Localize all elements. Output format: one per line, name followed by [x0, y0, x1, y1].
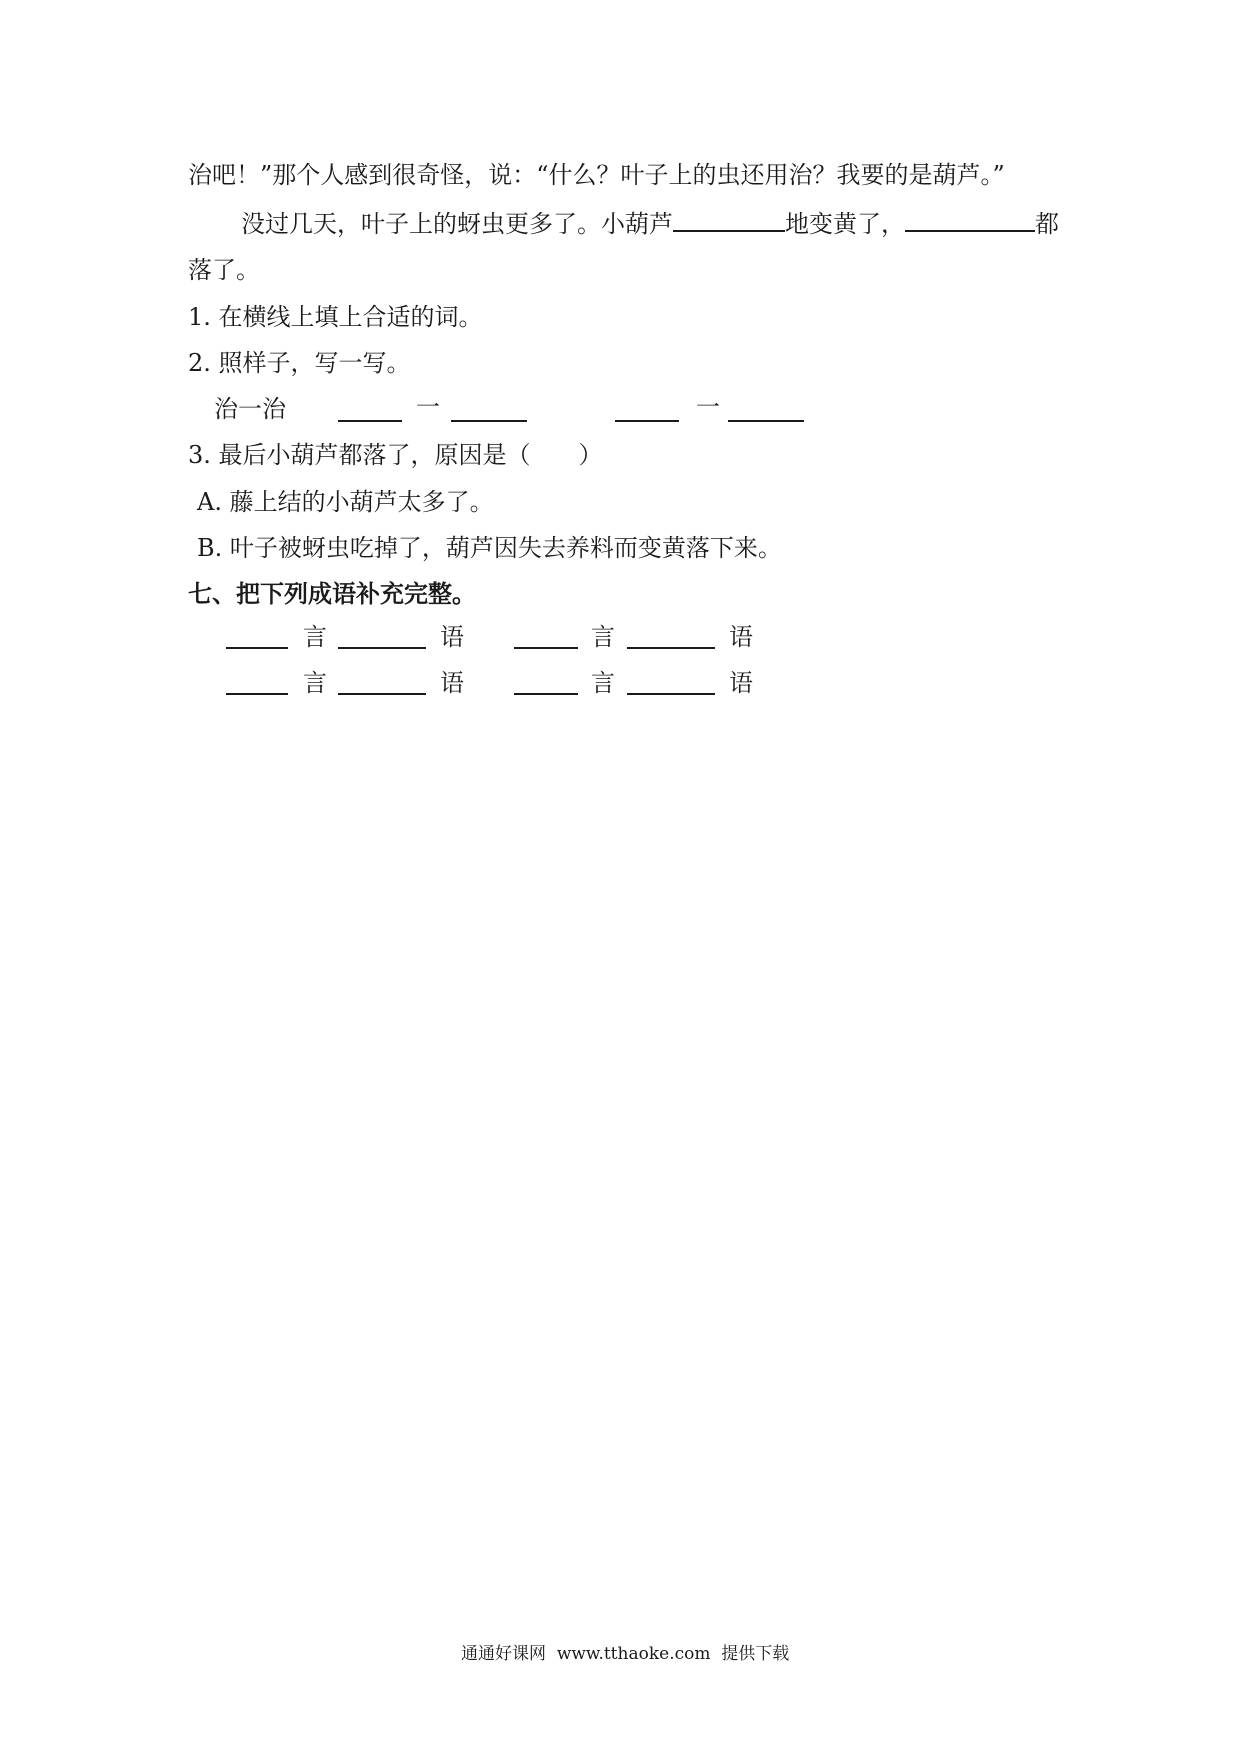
- idiom-char-yan: 言: [591, 669, 615, 697]
- q2-dash-2: 一: [696, 393, 720, 421]
- passage-line-1: 治吧！”那个人感到很奇怪，说：“什么？叶子上的虫还用治？我要的是葫芦。”: [188, 161, 1005, 189]
- idiom-blank[interactable]: [338, 625, 426, 649]
- idiom-char-yu: 语: [729, 669, 753, 697]
- idiom-blank[interactable]: [514, 625, 578, 649]
- passage-line-2-text-a: 没过几天，叶子上的蚜虫更多了。小葫芦: [241, 210, 673, 238]
- q2-blank-2[interactable]: [451, 398, 527, 422]
- q2-dash-1: 一: [416, 393, 440, 421]
- fill-blank-1[interactable]: [673, 208, 785, 232]
- passage-line-3: 落了。: [188, 256, 260, 284]
- question-3: 3. 最后小葫芦都落了，原因是（ ）: [188, 441, 603, 469]
- question-2: 2. 照样子，写一写。: [188, 349, 411, 377]
- q2-blank-3[interactable]: [615, 398, 679, 422]
- q2-blank-4[interactable]: [728, 398, 804, 422]
- q3-option-b: B. 叶子被蚜虫吃掉了，葫芦因失去养料而变黄落下来。: [197, 534, 782, 562]
- page-footer: [461, 1643, 789, 1665]
- idiom-char-yan: 言: [303, 669, 327, 697]
- idiom-blank[interactable]: [226, 671, 288, 695]
- idiom-blank[interactable]: [627, 671, 715, 695]
- footer-suffix: 提供下载: [721, 1644, 790, 1664]
- idiom-char-yu: 语: [440, 623, 464, 651]
- question-1: 1. 在横线上填上合适的词。: [188, 303, 483, 331]
- passage-line-2-text-b: 地变黄了，: [785, 210, 905, 238]
- fill-blank-2[interactable]: [905, 208, 1035, 232]
- section-7-heading: 七、把下列成语补充完整。: [188, 579, 476, 608]
- passage-line-2: [241, 208, 1059, 239]
- idiom-char-yan: 言: [303, 623, 327, 651]
- idiom-char-yan: 言: [591, 623, 615, 651]
- footer-url[interactable]: www.tthaoke.com: [556, 1644, 711, 1664]
- q2-blank-1[interactable]: [338, 398, 402, 422]
- passage-line-2-text-c: 都: [1035, 210, 1059, 238]
- idiom-char-yu: 语: [440, 669, 464, 697]
- q3-option-a: A. 藤上结的小葫芦太多了。: [197, 488, 494, 516]
- idiom-blank[interactable]: [338, 671, 426, 695]
- q2-example: 治一治: [214, 395, 286, 423]
- footer-site-name: 通通好课网: [461, 1644, 546, 1664]
- idiom-blank[interactable]: [514, 671, 578, 695]
- idiom-blank[interactable]: [627, 625, 715, 649]
- idiom-char-yu: 语: [729, 623, 753, 651]
- idiom-blank[interactable]: [226, 625, 288, 649]
